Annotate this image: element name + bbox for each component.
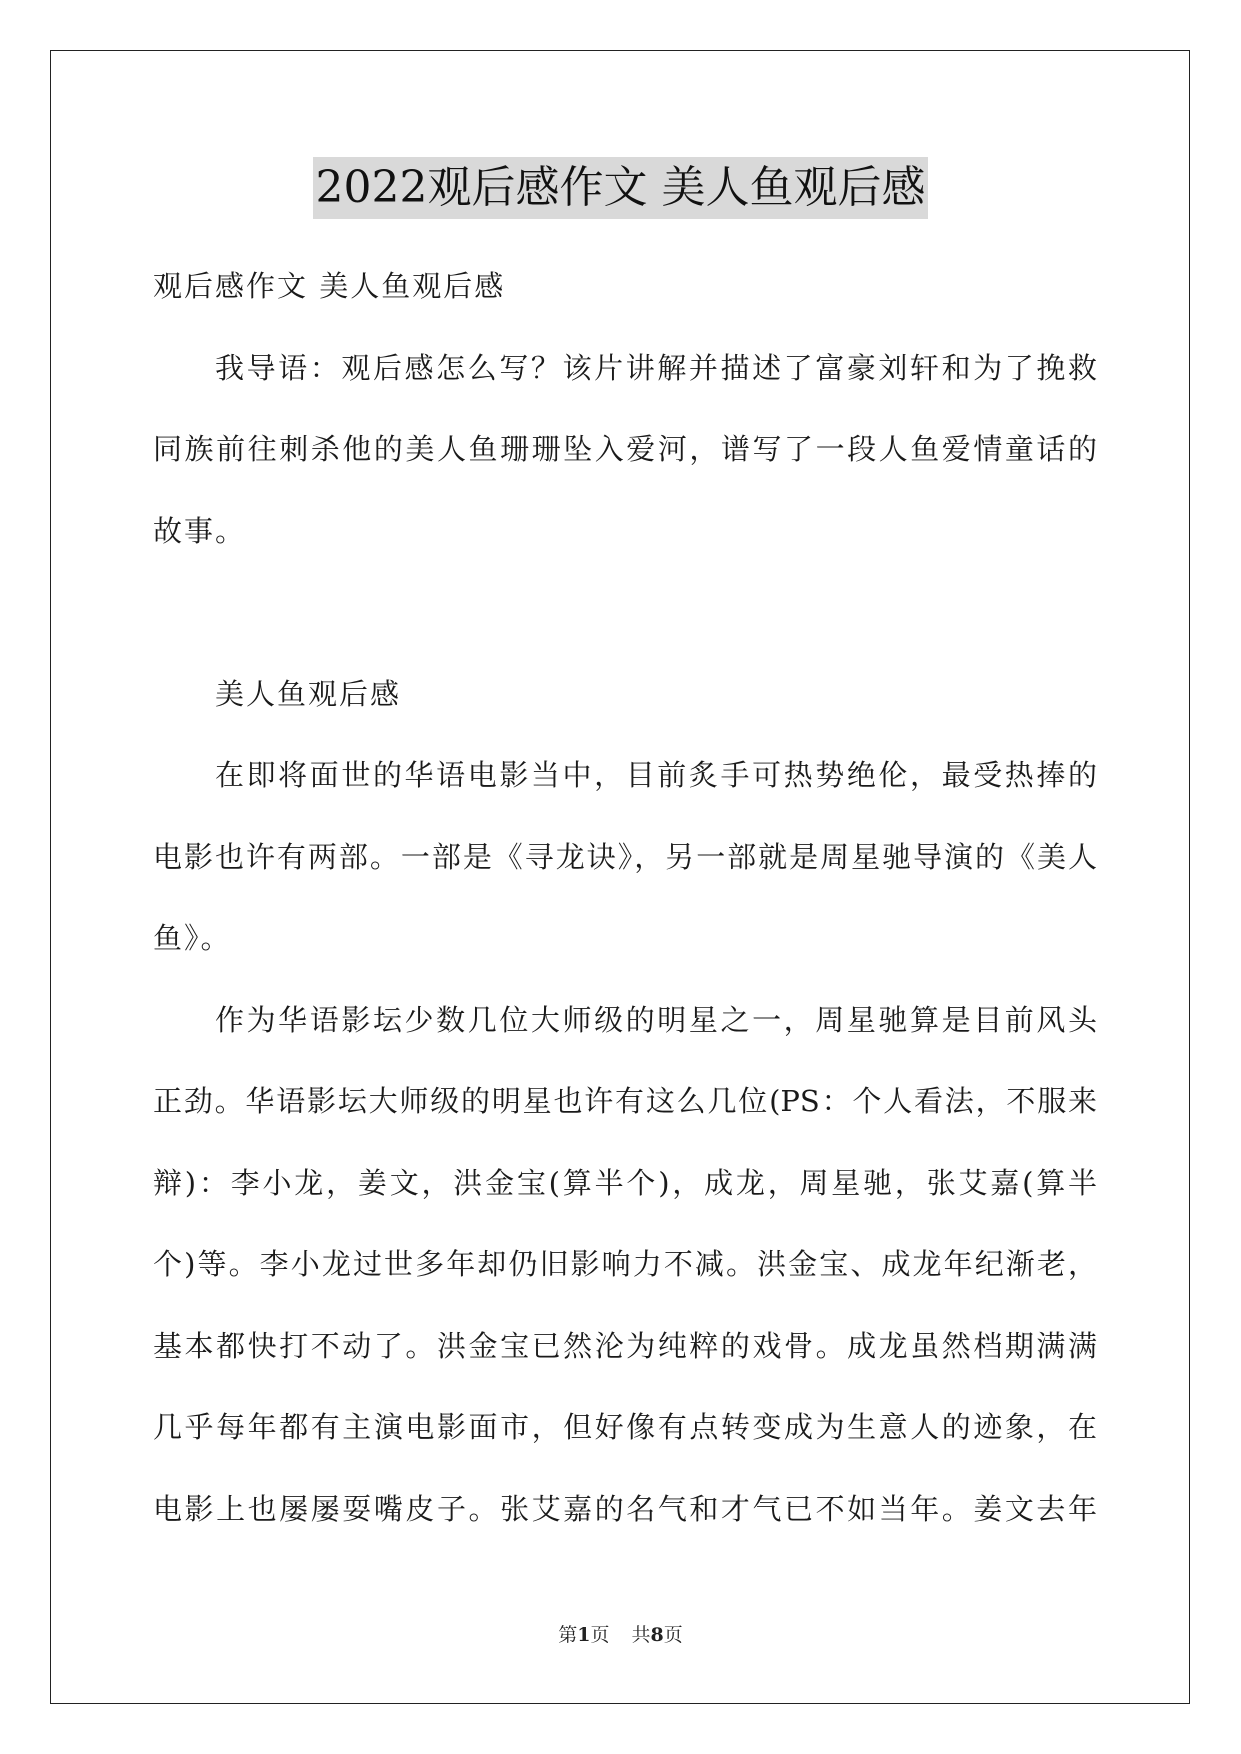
title-container: [0, 157, 1241, 219]
blank-line: [153, 572, 1097, 654]
text-line: 正劲。华语影坛大师级的明星也许有这么几位(PS：个人看法，不服来: [153, 1084, 1097, 1118]
text-line: 鱼》。: [153, 921, 232, 955]
footer-page-suffix: 页: [590, 1624, 610, 1646]
text-line: 同族前往刺杀他的美人鱼珊珊坠入爱河，谱写了一段人鱼爱情童话的: [153, 432, 1097, 466]
text-line: 观后感作文 美人鱼观后感: [153, 269, 506, 303]
text-line: 个)等。李小龙过世多年却仍旧影响力不减。洪金宝、成龙年纪渐老，: [153, 1247, 1097, 1281]
document-title: 2022观后感作文 美人鱼观后感: [313, 157, 929, 219]
page-footer: [0, 1620, 1241, 1647]
text-line: 在即将面世的华语电影当中，目前炙手可热势绝伦，最受热捧的: [215, 758, 1097, 792]
text-line: 辩)：李小龙，姜文，洪金宝(算半个)，成龙，周星驰，张艾嘉(算半: [153, 1165, 1097, 1200]
document-body: [153, 246, 1097, 1550]
text-line: 电影上也屡屡耍嘴皮子。张艾嘉的名气和才气已不如当年。姜文去年: [153, 1491, 1097, 1526]
footer-total-prefix: 共: [631, 1624, 651, 1646]
footer-total-pages: 8: [650, 1624, 664, 1646]
text-line: 作为华语影坛少数几位大师级的明星之一，周星驰算是目前风头: [215, 1002, 1097, 1037]
text-line: 基本都快打不动了。洪金宝已然沦为纯粹的戏骨。成龙虽然档期满满: [153, 1328, 1097, 1363]
text-line: 美人鱼观后感: [215, 676, 402, 711]
text-line: 电影也许有两部。一部是《寻龙诀》，另一部就是周星驰导演的《美人: [153, 839, 1097, 874]
text-line: 故事。: [153, 513, 247, 548]
footer-total-suffix: 页: [663, 1624, 683, 1646]
text-line: 我导语：观后感怎么写？该片讲解并描述了富豪刘轩和为了挽救: [215, 350, 1097, 385]
text-line: 几乎每年都有主演电影面市，但好像有点转变成为生意人的迹象，在: [153, 1410, 1097, 1444]
footer-page-prefix: 第: [558, 1624, 578, 1646]
footer-current-page: 1: [577, 1624, 591, 1646]
